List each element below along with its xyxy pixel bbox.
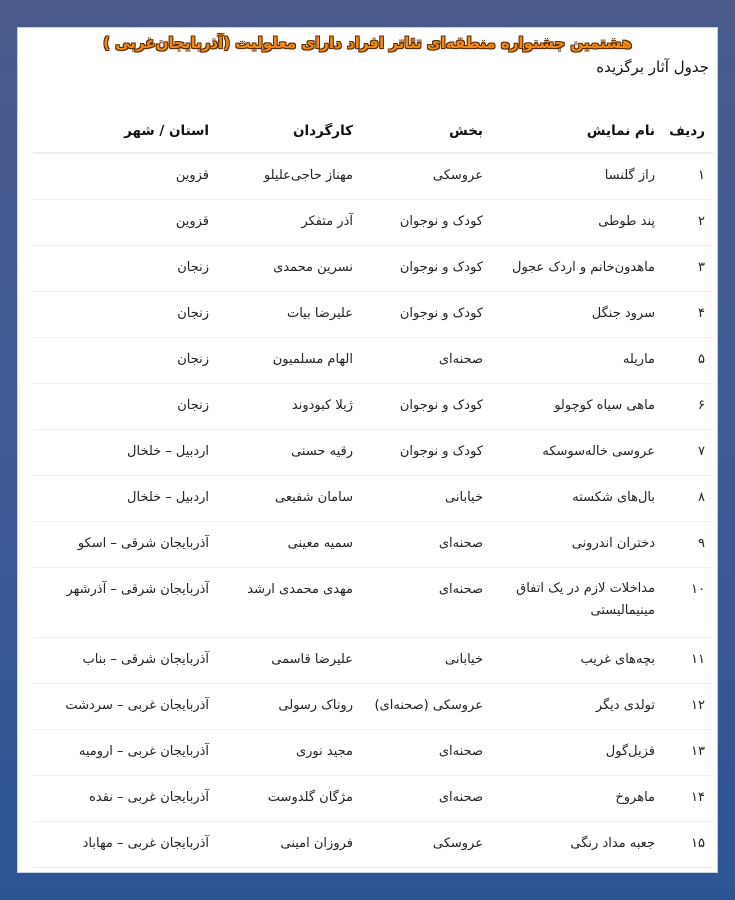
cell-show-name: راز گلنسا [489, 153, 661, 200]
cell-director: مهدی محمدی ارشد [215, 568, 359, 638]
cell-show-name [489, 568, 661, 638]
cell-row-number: ۹ [661, 522, 713, 568]
cell-row-number: ۱۵ [661, 822, 713, 868]
cell-section: صحنه‌ای [359, 338, 489, 384]
cell-show-name: ماهروخ [489, 776, 661, 822]
cell-section: عروسکی (صحنه‌ای) [359, 684, 489, 730]
cell-show-name: تولدی دیگر [489, 684, 661, 730]
cell-section: کودک و نوجوان [359, 384, 489, 430]
table-row [33, 384, 713, 430]
cell-show-name: بال‌های شکسته [489, 476, 661, 522]
cell-director: مژگان گلدوست [215, 776, 359, 822]
cell-province-city: اردبیل – خلخال [33, 430, 215, 476]
cell-row-number: ۱۱ [661, 638, 713, 684]
cell-row-number: ۷ [661, 430, 713, 476]
cell-director: الهام مسلمیون [215, 338, 359, 384]
table-row [33, 338, 713, 384]
cell-province-city: زنجان [33, 338, 215, 384]
cell-section: کودک و نوجوان [359, 246, 489, 292]
cell-row-number: ۱۰ [661, 568, 713, 638]
cell-section: صحنه‌ای [359, 568, 489, 638]
cell-director: مجید نوری [215, 730, 359, 776]
cell-show-name: ماهدون‌خانم و اردک عجول [489, 246, 661, 292]
header-show-name: نام نمایش [489, 110, 661, 153]
cell-director: علیرضا قاسمی [215, 638, 359, 684]
header-province-city: استان / شهر [33, 110, 215, 153]
cell-row-number: ۱ [661, 153, 713, 200]
cell-director: فروزان امینی [215, 822, 359, 868]
cell-province-city: آذربایجان شرقی – اسکو [33, 522, 215, 568]
cell-show-name: پند طوطی [489, 200, 661, 246]
cell-section: کودک و نوجوان [359, 430, 489, 476]
cell-row-number: ۱۲ [661, 684, 713, 730]
cell-show-name-text: مداخلات لازم در یک اتفاق مینیمالیستی [516, 581, 655, 618]
cell-section: عروسکی [359, 153, 489, 200]
cell-province-city: قزوین [33, 200, 215, 246]
table-row [33, 430, 713, 476]
cell-province-city: آذربایجان غربی – مهاباد [33, 822, 215, 868]
cell-show-name: جعبه مداد رنگی [489, 822, 661, 868]
cell-director: روناک رسولی [215, 684, 359, 730]
cell-show-name: بچه‌های غریب [489, 638, 661, 684]
cell-row-number: ۴ [661, 292, 713, 338]
cell-director: سامان شفیعی [215, 476, 359, 522]
table-row [33, 638, 713, 684]
table-header-row [33, 110, 713, 153]
table-row [33, 153, 713, 200]
cell-row-number: ۳ [661, 246, 713, 292]
cell-province-city: زنجان [33, 246, 215, 292]
cell-province-city: آذربایجان شرقی – بناب [33, 638, 215, 684]
cell-province-city: آذربایجان غربی – سردشت [33, 684, 215, 730]
cell-row-number: ۱۳ [661, 730, 713, 776]
cell-province-city: زنجان [33, 292, 215, 338]
cell-province-city: آذربایجان غربی – نقده [33, 776, 215, 822]
cell-section: کودک و نوجوان [359, 292, 489, 338]
table-row [33, 568, 713, 638]
header-section: بخش [359, 110, 489, 153]
cell-director: سمیه معینی [215, 522, 359, 568]
cell-director: مهناز حاجی‌علیلو [215, 153, 359, 200]
table-row [33, 476, 713, 522]
cell-section: خیابانی [359, 476, 489, 522]
cell-province-city: آذربایجان شرقی – آذرشهر [33, 568, 215, 638]
cell-section: صحنه‌ای [359, 776, 489, 822]
table-row [33, 822, 713, 868]
cell-section: خیابانی [359, 638, 489, 684]
header-row-number: ردیف [661, 110, 713, 153]
document-card [17, 27, 718, 873]
cell-section: کودک و نوجوان [359, 200, 489, 246]
cell-show-name: سرود جنگل [489, 292, 661, 338]
cell-row-number: ۶ [661, 384, 713, 430]
cell-show-name: عروسی خاله‌سوسکه [489, 430, 661, 476]
table-row [33, 246, 713, 292]
cell-director: رقیه حسنی [215, 430, 359, 476]
cell-province-city: اردبیل – خلخال [33, 476, 215, 522]
cell-row-number: ۵ [661, 338, 713, 384]
cell-row-number: ۸ [661, 476, 713, 522]
cell-province-city: زنجان [33, 384, 215, 430]
cell-show-name: ماهی سیاه کوچولو [489, 384, 661, 430]
cell-section: عروسکی [359, 822, 489, 868]
cell-province-city: آذربایجان غربی – ارومیه [33, 730, 215, 776]
cell-section: صحنه‌ای [359, 522, 489, 568]
table-row [33, 292, 713, 338]
table-row [33, 522, 713, 568]
festival-title: هشتمین جشنواره منطقه‌ای تئاتر افراد دارای معلولیت (آذربایجان‌غربی ) [103, 34, 632, 52]
cell-director: نسرین محمدی [215, 246, 359, 292]
table-row [33, 776, 713, 822]
cell-show-name: ماریله [489, 338, 661, 384]
table-row [33, 200, 713, 246]
cell-show-name: دختران اندرونی [489, 522, 661, 568]
cell-section: صحنه‌ای [359, 730, 489, 776]
table-caption: جدول آثار برگزیده [596, 58, 709, 76]
cell-director: ژیلا کبودوند [215, 384, 359, 430]
cell-province-city: قزوین [33, 153, 215, 200]
cell-director: آذر متفکر [215, 200, 359, 246]
winners-table [33, 110, 713, 868]
table-row [33, 684, 713, 730]
cell-show-name: قزیل‌گول [489, 730, 661, 776]
cell-director: علیرضا بیات [215, 292, 359, 338]
table-row [33, 730, 713, 776]
header-director: کارگردان [215, 110, 359, 153]
cell-row-number: ۱۴ [661, 776, 713, 822]
cell-row-number: ۲ [661, 200, 713, 246]
